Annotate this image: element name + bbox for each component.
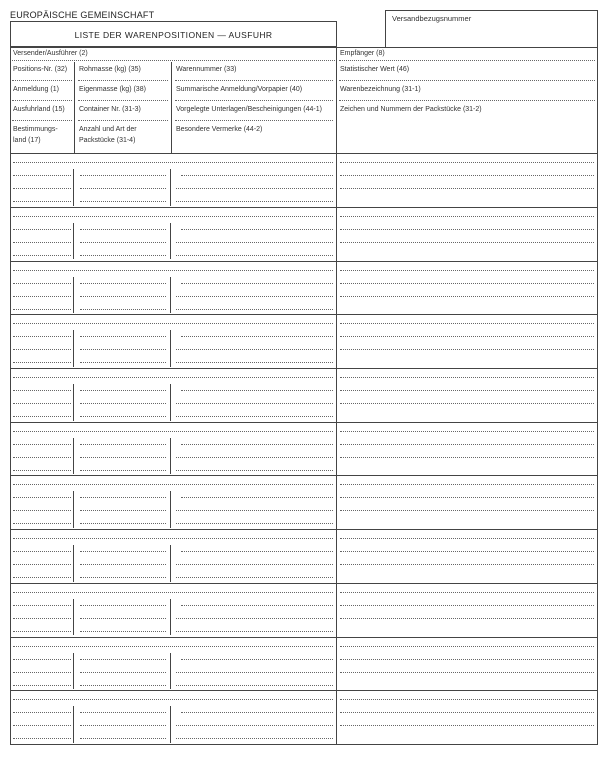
item-field-line[interactable] (13, 336, 71, 337)
item-field-line[interactable] (80, 631, 166, 632)
item-field-line[interactable] (340, 216, 594, 217)
reference-number-field[interactable] (385, 10, 598, 48)
item-field-line[interactable] (80, 725, 166, 726)
item-field-line[interactable] (181, 659, 333, 660)
header-col-divider (171, 62, 172, 153)
item-field-line[interactable] (80, 188, 166, 189)
item-field-line[interactable] (13, 659, 71, 660)
item-field-line[interactable] (340, 390, 594, 391)
label-marks-numbers: Zeichen und Nummern der Packstücke (31-2) (340, 106, 482, 113)
item-field-line[interactable] (80, 349, 166, 350)
sender-label: Versender/Ausführer (2) (13, 50, 88, 57)
item-col-divider (73, 330, 74, 367)
item-field-line[interactable] (80, 577, 166, 578)
item-field-line[interactable] (13, 497, 71, 498)
item-field-line[interactable] (176, 296, 333, 297)
item-row-separator (10, 529, 598, 530)
item-field-line[interactable] (13, 162, 333, 163)
header-dotted-line (175, 120, 333, 121)
item-col-divider (73, 599, 74, 636)
item-field-line[interactable] (340, 497, 594, 498)
item-col-divider (73, 653, 74, 690)
item-field-line[interactable] (181, 390, 333, 391)
item-field-line[interactable] (80, 201, 166, 202)
item-field-line[interactable] (13, 685, 71, 686)
item-row-separator (10, 690, 598, 691)
item-field-line[interactable] (13, 484, 333, 485)
item-field-line[interactable] (13, 725, 71, 726)
item-field-line[interactable] (340, 377, 594, 378)
item-field-line[interactable] (13, 577, 71, 578)
item-field-line[interactable] (181, 712, 333, 713)
item-field-line[interactable] (340, 229, 594, 230)
item-field-line[interactable] (176, 470, 333, 471)
item-field-line[interactable] (13, 349, 71, 350)
header-dotted-line (12, 80, 72, 81)
label-goods-description: Warenbezeichnung (31-1) (340, 86, 421, 93)
item-field-line[interactable] (340, 672, 594, 673)
item-field-line[interactable] (340, 431, 594, 432)
item-col-divider (73, 277, 74, 314)
item-field-line[interactable] (176, 510, 333, 511)
item-field-line[interactable] (13, 242, 71, 243)
header-dotted-line (78, 120, 168, 121)
item-field-line[interactable] (13, 390, 71, 391)
item-field-line[interactable] (13, 229, 71, 230)
item-field-line[interactable] (13, 470, 71, 471)
item-field-line[interactable] (80, 255, 166, 256)
item-field-line[interactable] (176, 188, 333, 189)
item-field-line[interactable] (340, 403, 594, 404)
item-row-separator (10, 583, 598, 584)
item-field-line[interactable] (340, 699, 594, 700)
item-field-line[interactable] (340, 538, 594, 539)
item-field-line[interactable] (340, 564, 594, 565)
item-field-line[interactable] (181, 336, 333, 337)
label-export-country: Ausfuhrland (15) (13, 106, 65, 113)
item-field-line[interactable] (340, 659, 594, 660)
item-field-line[interactable] (80, 497, 166, 498)
item-field-line[interactable] (176, 631, 333, 632)
header-dotted-line (339, 60, 595, 61)
item-field-line[interactable] (80, 242, 166, 243)
item-field-line[interactable] (13, 377, 333, 378)
item-field-line[interactable] (13, 362, 71, 363)
item-row-separator (10, 368, 598, 369)
item-field-line[interactable] (181, 283, 333, 284)
label-gross-mass: Rohmasse (kg) (35) (79, 66, 141, 73)
item-field-line[interactable] (340, 592, 594, 593)
item-field-line[interactable] (80, 444, 166, 445)
item-col-divider (73, 491, 74, 528)
item-field-line[interactable] (340, 336, 594, 337)
item-field-line[interactable] (13, 699, 333, 700)
item-field-line[interactable] (13, 416, 71, 417)
item-field-line[interactable] (340, 646, 594, 647)
item-field-line[interactable] (181, 605, 333, 606)
table-bottom-line (10, 744, 598, 745)
item-field-line[interactable] (340, 484, 594, 485)
header-dotted-line (78, 80, 168, 81)
item-col-divider (170, 277, 171, 314)
item-field-line[interactable] (340, 270, 594, 271)
item-row-separator (10, 475, 598, 476)
item-col-divider (170, 653, 171, 690)
reference-number-label: Versandbezugsnummer (392, 14, 472, 23)
header-dotted-line (339, 100, 595, 101)
item-field-line[interactable] (80, 672, 166, 673)
item-field-line[interactable] (13, 551, 71, 552)
item-field-line[interactable] (176, 309, 333, 310)
header-dotted-line (12, 60, 335, 61)
item-field-line[interactable] (80, 336, 166, 337)
item-field-line[interactable] (340, 725, 594, 726)
item-col-divider (170, 491, 171, 528)
item-field-line[interactable] (176, 672, 333, 673)
item-col-divider (73, 169, 74, 206)
header-dotted-line (175, 100, 333, 101)
item-field-line[interactable] (80, 605, 166, 606)
item-field-line[interactable] (176, 201, 333, 202)
label-packages-1: Anzahl und Art der (79, 126, 137, 133)
item-field-line[interactable] (13, 538, 333, 539)
item-field-line[interactable] (340, 349, 594, 350)
item-field-line[interactable] (80, 175, 166, 176)
item-col-divider (73, 706, 74, 743)
item-field-line[interactable] (13, 175, 71, 176)
item-row-separator (10, 261, 598, 262)
item-field-line[interactable] (340, 551, 594, 552)
header-dotted-line (339, 80, 595, 81)
item-field-line[interactable] (176, 349, 333, 350)
table-right-border (597, 46, 598, 745)
item-row-separator (10, 153, 598, 154)
item-field-line[interactable] (176, 403, 333, 404)
item-field-line[interactable] (13, 323, 333, 324)
item-field-line[interactable] (13, 283, 71, 284)
item-field-line[interactable] (176, 523, 333, 524)
item-field-line[interactable] (176, 618, 333, 619)
item-field-line[interactable] (340, 444, 594, 445)
item-field-line[interactable] (13, 444, 71, 445)
organization-name: EUROPÄISCHE GEMEINSCHAFT (10, 10, 155, 20)
item-field-line[interactable] (80, 659, 166, 660)
item-field-line[interactable] (80, 229, 166, 230)
item-col-divider (73, 545, 74, 582)
item-row-separator (10, 314, 598, 315)
item-field-line[interactable] (181, 175, 333, 176)
item-field-line[interactable] (80, 523, 166, 524)
item-field-line[interactable] (80, 618, 166, 619)
label-position-number: Positions-Nr. (32) (13, 66, 68, 73)
label-statistical-value: Statistischer Wert (46) (340, 66, 410, 73)
item-field-line[interactable] (176, 457, 333, 458)
item-field-line[interactable] (13, 592, 333, 593)
header-col-divider (74, 62, 75, 153)
item-field-line[interactable] (13, 618, 71, 619)
item-field-line[interactable] (80, 738, 166, 739)
item-field-line[interactable] (13, 255, 71, 256)
header-dotted-line (175, 80, 333, 81)
item-field-line[interactable] (13, 216, 333, 217)
form-title-box (10, 21, 337, 47)
item-field-line[interactable] (80, 712, 166, 713)
item-col-divider (170, 599, 171, 636)
item-field-line[interactable] (340, 283, 594, 284)
item-field-line[interactable] (80, 510, 166, 511)
item-field-line[interactable] (80, 457, 166, 458)
item-field-line[interactable] (176, 685, 333, 686)
item-field-line[interactable] (80, 685, 166, 686)
header-dotted-line (12, 120, 72, 121)
form-title: LISTE DER WARENPOSITIONEN — AUSFUHR (74, 30, 273, 40)
label-documents-certificates: Vorgelegte Unterlagen/Bescheinigungen (44-1) (176, 106, 322, 113)
item-field-line[interactable] (80, 309, 166, 310)
label-special-remarks: Besondere Vermerke (44-2) (176, 126, 263, 133)
header-top-line (10, 47, 598, 48)
item-field-line[interactable] (80, 296, 166, 297)
consignee-label: Empfänger (8) (340, 50, 385, 57)
label-net-mass: Eigenmasse (kg) (38) (79, 86, 146, 93)
item-field-line[interactable] (80, 551, 166, 552)
item-field-line[interactable] (13, 201, 71, 202)
item-col-divider (73, 384, 74, 421)
label-summary-declaration: Summarische Anmeldung/Vorpapier (40) (176, 86, 303, 93)
item-field-line[interactable] (176, 738, 333, 739)
item-field-line[interactable] (13, 403, 71, 404)
item-row-separator (10, 422, 598, 423)
label-declaration: Anmeldung (1) (13, 86, 59, 93)
item-field-line[interactable] (340, 323, 594, 324)
item-col-divider (170, 545, 171, 582)
item-field-line[interactable] (13, 270, 333, 271)
item-field-line[interactable] (80, 470, 166, 471)
item-field-line[interactable] (340, 712, 594, 713)
item-field-line[interactable] (13, 457, 71, 458)
item-field-line[interactable] (340, 457, 594, 458)
item-field-line[interactable] (176, 242, 333, 243)
item-col-divider (170, 330, 171, 367)
label-packages-2: Packstücke (31-4) (79, 137, 136, 144)
item-row-separator (10, 637, 598, 638)
item-col-divider (170, 706, 171, 743)
item-field-line[interactable] (176, 564, 333, 565)
item-col-divider (170, 438, 171, 475)
item-col-divider (170, 169, 171, 206)
label-destination-country-1: Bestimmungs- (13, 126, 58, 133)
item-field-line[interactable] (13, 605, 71, 606)
item-field-line[interactable] (340, 296, 594, 297)
item-field-line[interactable] (181, 444, 333, 445)
item-field-line[interactable] (13, 564, 71, 565)
item-field-line[interactable] (13, 646, 333, 647)
item-col-divider (170, 384, 171, 421)
label-container-number: Container Nr. (31-3) (79, 106, 141, 113)
item-field-line[interactable] (181, 551, 333, 552)
item-field-line[interactable] (176, 577, 333, 578)
item-field-line[interactable] (80, 283, 166, 284)
item-col-divider (73, 438, 74, 475)
item-field-line[interactable] (181, 229, 333, 230)
item-field-line[interactable] (176, 255, 333, 256)
item-field-line[interactable] (340, 618, 594, 619)
item-field-line[interactable] (80, 362, 166, 363)
item-field-line[interactable] (176, 725, 333, 726)
header-dotted-line (12, 100, 72, 101)
item-row-separator (10, 207, 598, 208)
item-field-line[interactable] (13, 712, 71, 713)
item-field-line[interactable] (340, 605, 594, 606)
label-commodity-code: Warennummer (33) (176, 66, 237, 73)
item-field-line[interactable] (13, 309, 71, 310)
item-field-line[interactable] (13, 510, 71, 511)
item-field-line[interactable] (13, 738, 71, 739)
item-field-line[interactable] (13, 431, 333, 432)
header-dotted-line (78, 100, 168, 101)
item-field-line[interactable] (13, 631, 71, 632)
item-field-line[interactable] (181, 497, 333, 498)
item-field-line[interactable] (176, 362, 333, 363)
label-destination-country-2: land (17) (13, 137, 41, 144)
item-field-line[interactable] (80, 403, 166, 404)
item-field-line[interactable] (176, 416, 333, 417)
item-field-line[interactable] (80, 390, 166, 391)
item-field-line[interactable] (13, 188, 71, 189)
table-left-border (10, 46, 11, 745)
item-field-line[interactable] (340, 188, 594, 189)
item-field-line[interactable] (340, 162, 594, 163)
item-col-divider (73, 223, 74, 260)
item-field-line[interactable] (13, 523, 71, 524)
table-center-divider (336, 46, 337, 745)
item-field-line[interactable] (13, 672, 71, 673)
item-field-line[interactable] (80, 416, 166, 417)
item-field-line[interactable] (340, 175, 594, 176)
item-field-line[interactable] (340, 510, 594, 511)
item-field-line[interactable] (13, 296, 71, 297)
item-col-divider (170, 223, 171, 260)
item-field-line[interactable] (80, 564, 166, 565)
item-field-line[interactable] (340, 242, 594, 243)
